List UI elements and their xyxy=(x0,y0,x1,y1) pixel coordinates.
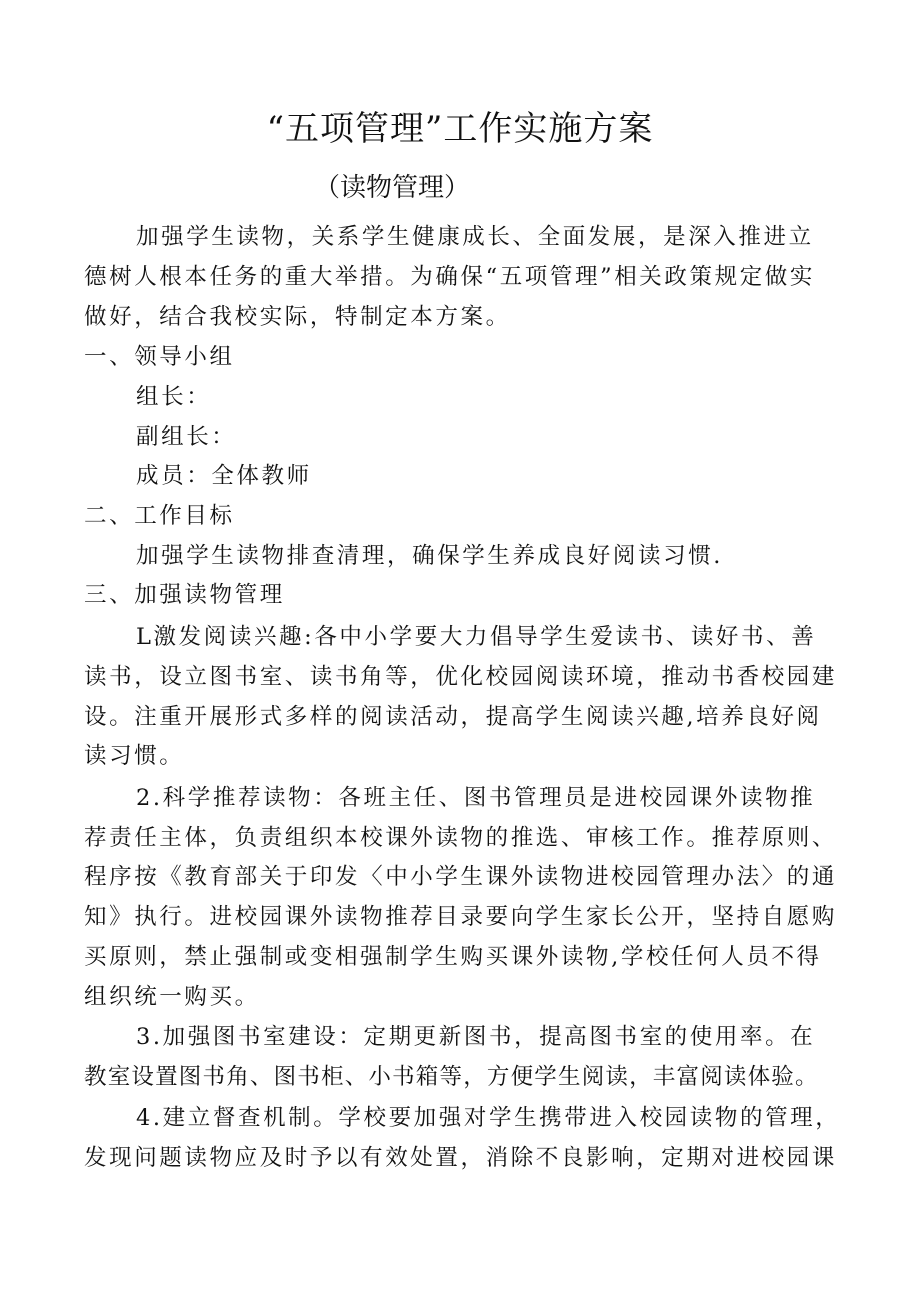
list-item: 成员：全体教师 xyxy=(136,463,312,489)
list-item: 副组长： xyxy=(136,424,237,450)
paragraph-line: 做好，结合我校实际，特制定本方案。 xyxy=(84,304,511,330)
paragraph-line: 买原则，禁止强制或变相强制学生购买课外读物,学校任何人员不得 xyxy=(84,944,822,970)
paragraph-line: 德树人根本任务的重大举措。为确保“五项管理”相关政策规定做实 xyxy=(84,264,816,290)
paragraph-line: L激发阅读兴趣:各中小学要大力倡导学生爱读书、读好书、善 xyxy=(136,624,817,650)
paragraph-line: 加强学生读物排查清理，确保学生养成良好阅读习惯. xyxy=(136,543,724,569)
paragraph-line: 读书，设立图书室、读书角等，优化校园阅读环境，推动书香校园建 xyxy=(84,664,838,690)
paragraph-line: 发现问题读物应及时予以有效处置，消除不良影响，定期对进校园课 xyxy=(84,1145,838,1171)
paragraph-line: 4.建立督查机制。学校要加强对学生携带进入校园读物的管理， xyxy=(136,1105,841,1131)
section-heading: 三、加强读物管理 xyxy=(84,582,285,608)
paragraph-line: 组织统一购买。 xyxy=(84,984,260,1010)
paragraph-line: 读习惯。 xyxy=(84,743,185,769)
paragraph-line: 知》执行。进校园课外读物推荐目录要向学生家长公开，坚持自愿购 xyxy=(84,904,838,930)
paragraph-line: 教室设置图书角、图书柜、小书箱等，方便学生阅读，丰富阅读体验。 xyxy=(84,1064,819,1090)
paragraph-line: 荐责任主体，负责组织本校课外读物的推选、审核工作。推荐原则、 xyxy=(84,825,838,851)
section-heading: 二、工作目标 xyxy=(84,503,235,529)
paragraph-line: 设。注重开展形式多样的阅读活动，提高学生阅读兴趣,培养良好阅 xyxy=(84,704,822,730)
document-subtitle: （读物管理） xyxy=(314,173,471,203)
paragraph-line: 2.科学推荐读物：各班主任、图书管理员是进校园课外读物推 xyxy=(136,785,816,811)
paragraph-line: 加强学生读物，关系学生健康成长、全面发展，是深入推进立 xyxy=(136,224,814,250)
paragraph-line: 3.加强图书室建设：定期更新图书，提高图书室的使用率。在 xyxy=(136,1024,816,1050)
document-title: “五项管理”工作实施方案 xyxy=(266,109,654,149)
list-item: 组长： xyxy=(136,384,212,410)
section-heading: 一、领导小组 xyxy=(84,344,235,370)
paragraph-line: 程序按《教育部关于印发〈中小学生课外读物进校园管理办法〉的通 xyxy=(84,864,838,890)
